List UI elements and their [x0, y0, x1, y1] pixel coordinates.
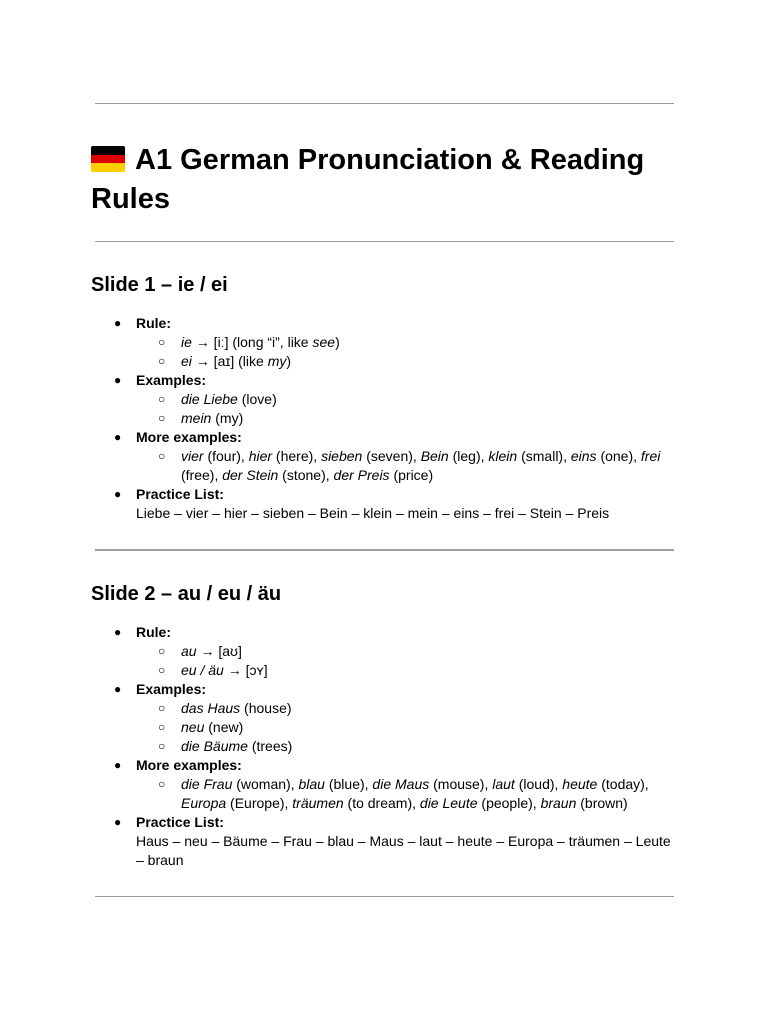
italic-term: die Maus — [372, 776, 430, 792]
slide-1-heading: Slide 1 – ie / ei — [91, 274, 228, 296]
bullet-dot: ● — [114, 682, 122, 696]
bullet-dot: ● — [114, 487, 122, 501]
page-title-text: A1 German Pronunciation & Reading Rules — [91, 144, 645, 215]
sub-item — [0, 699, 768, 718]
plain-text: (here), — [272, 448, 322, 464]
example-line — [181, 699, 676, 718]
practice-item — [0, 813, 768, 870]
bullet-circle: ○ — [158, 644, 166, 658]
slide-1-list — [0, 314, 768, 523]
sub-item — [0, 737, 768, 756]
rule-item — [0, 314, 768, 333]
italic-term: der Preis — [333, 467, 390, 483]
plain-text: (leg), — [448, 448, 489, 464]
plain-text: (four), — [203, 448, 249, 464]
italic-term: Europa — [181, 795, 227, 811]
plain-text: (love) — [237, 391, 277, 407]
bullet-circle: ○ — [158, 354, 166, 368]
bullet-circle: ○ — [158, 701, 166, 715]
italic-term: my — [267, 353, 287, 369]
rule-label: Rule: — [136, 315, 171, 331]
italic-term: frei — [640, 448, 661, 464]
practice-item — [0, 485, 768, 523]
italic-term: die Leute — [419, 795, 478, 811]
sub-item — [0, 642, 768, 661]
bullet-dot: ● — [114, 373, 122, 387]
title-divider — [95, 241, 674, 242]
sub-item — [0, 352, 768, 371]
rule-item — [0, 623, 768, 642]
sub-item — [0, 661, 768, 680]
bullet-dot: ● — [114, 316, 122, 330]
italic-term: neu — [181, 719, 205, 735]
italic-term: eu / äu — [181, 662, 224, 678]
practice-label: Practice List: — [136, 486, 224, 502]
bottom-divider — [95, 896, 674, 897]
more-examples-label: More examples: — [136, 429, 242, 445]
rule-line — [181, 333, 676, 352]
example-line — [181, 390, 676, 409]
practice-label: Practice List: — [136, 814, 224, 830]
italic-term: ei — [181, 353, 192, 369]
italic-term: mein — [181, 410, 212, 426]
plain-text: (my) — [211, 410, 244, 426]
italic-term: klein — [488, 448, 518, 464]
more-examples-line — [181, 447, 676, 485]
more-examples-line — [181, 775, 676, 813]
german-flag-icon — [91, 146, 125, 172]
slide-divider — [95, 549, 674, 551]
rule-line — [181, 661, 676, 680]
italic-term: braun — [540, 795, 577, 811]
bullet-dot: ● — [114, 625, 122, 639]
examples-label: Examples: — [136, 372, 207, 388]
italic-term: die Bäume — [181, 738, 248, 754]
plain-text: (house) — [240, 700, 292, 716]
italic-term: ie — [181, 334, 192, 350]
italic-term: laut — [492, 776, 515, 792]
examples-label: Examples: — [136, 681, 207, 697]
plain-text: (blue), — [324, 776, 373, 792]
italic-term: die Liebe — [181, 391, 238, 407]
plain-text: (mouse), — [429, 776, 493, 792]
top-divider — [95, 103, 674, 104]
italic-term: heute — [562, 776, 598, 792]
sub-item — [0, 775, 768, 813]
plain-text: (free), — [181, 467, 223, 483]
rule-line — [181, 352, 676, 371]
sub-item — [0, 409, 768, 428]
italic-term: sieben — [321, 448, 363, 464]
sub-item — [0, 447, 768, 485]
italic-term: träumen — [292, 795, 344, 811]
plain-text: ) — [335, 334, 340, 350]
slide-2-list — [0, 623, 768, 870]
plain-text: (Europe), — [226, 795, 293, 811]
italic-term: das Haus — [181, 700, 241, 716]
plain-text: → [ɔʏ] — [223, 662, 268, 678]
plain-text: (price) — [389, 467, 434, 483]
italic-term: see — [312, 334, 336, 350]
plain-text: (loud), — [514, 776, 563, 792]
plain-text: → [iː] (long “i”, like — [191, 334, 313, 350]
example-line — [181, 737, 676, 756]
bullet-circle: ○ — [158, 392, 166, 406]
sub-item — [0, 333, 768, 352]
italic-term: vier — [181, 448, 204, 464]
examples-item — [0, 371, 768, 390]
plain-text: (new) — [204, 719, 244, 735]
bullet-dot: ● — [114, 815, 122, 829]
italic-term: der Stein — [222, 467, 279, 483]
italic-term: au — [181, 643, 197, 659]
plain-text: → [aɪ] (like — [191, 353, 268, 369]
bullet-circle: ○ — [158, 663, 166, 677]
plain-text: ) — [286, 353, 292, 369]
rule-label: Rule: — [136, 624, 171, 640]
flag-stripe-gold — [91, 163, 125, 172]
sub-item — [0, 390, 768, 409]
plain-text: → [aʊ] — [196, 643, 242, 659]
plain-text: (to dream), — [343, 795, 420, 811]
plain-text: (brown) — [576, 795, 628, 811]
examples-item — [0, 680, 768, 699]
plain-text: (small), — [517, 448, 571, 464]
more-examples-item — [0, 756, 768, 775]
plain-text: (today), — [597, 776, 649, 792]
bullet-circle: ○ — [158, 777, 166, 791]
flag-stripe-black — [91, 146, 125, 155]
bullet-circle: ○ — [158, 739, 166, 753]
more-examples-item — [0, 428, 768, 447]
bullet-dot: ● — [114, 758, 122, 772]
flag-stripe-red — [91, 155, 125, 164]
plain-text: (seven), — [362, 448, 421, 464]
italic-term: eins — [570, 448, 597, 464]
plain-text: (stone), — [278, 467, 334, 483]
slide-2-heading: Slide 2 – au / eu / äu — [91, 583, 282, 605]
plain-text: (people), — [477, 795, 541, 811]
example-line — [181, 718, 676, 737]
plain-text: (woman), — [232, 776, 299, 792]
italic-term: hier — [248, 448, 273, 464]
more-examples-label: More examples: — [136, 757, 242, 773]
example-line — [181, 409, 676, 428]
plain-text: (one), — [596, 448, 641, 464]
sub-item — [0, 718, 768, 737]
italic-term: die Frau — [181, 776, 233, 792]
italic-term: Bein — [420, 448, 449, 464]
bullet-circle: ○ — [158, 411, 166, 425]
practice-list: Haus – neu – Bäume – Frau – blau – Maus – laut – heute – Europa – träumen – Leute – braun — [136, 833, 671, 868]
bullet-dot: ● — [114, 430, 122, 444]
italic-term: blau — [298, 776, 325, 792]
bullet-circle: ○ — [158, 335, 166, 349]
practice-list: Liebe – vier – hier – sieben – Bein – klein – mein – eins – frei – Stein – Preis — [136, 505, 610, 521]
rule-line — [181, 642, 676, 661]
bullet-circle: ○ — [158, 720, 166, 734]
bullet-circle: ○ — [158, 449, 166, 463]
page-title — [91, 141, 691, 219]
plain-text: (trees) — [247, 738, 293, 754]
